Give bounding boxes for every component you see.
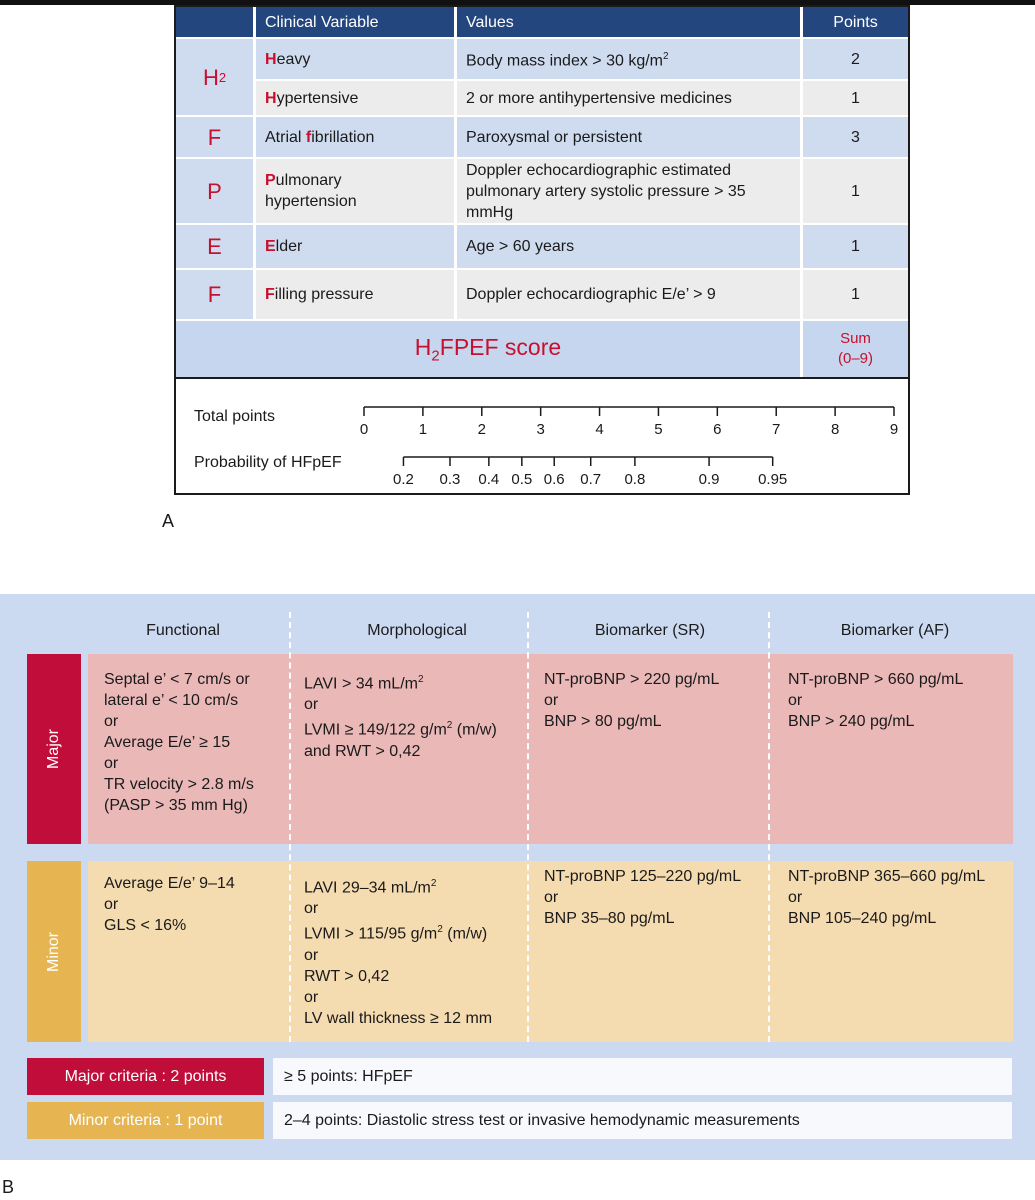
h2fpef-table — [174, 5, 910, 495]
probability-tick-label: 0.5 — [511, 471, 533, 488]
probability-tick-label: 0.8 — [624, 471, 646, 488]
minor-morphological: LAVI 29–34 $mL/m^2$ or LVMI > 115/95 $g/m^2$ (m/w) or RWT > 0,42 or LV wall thickness ≥ 12 mm — [304, 878, 493, 1027]
letter-e: E — [176, 225, 253, 268]
total-points-tick-label: 1 — [418, 421, 428, 438]
major-criteria-legend: Major criteria : 2 points — [27, 1058, 264, 1095]
points-filling: 1 — [803, 270, 908, 319]
probability-tick-label: 0.6 — [543, 471, 565, 488]
total-points-tick-label: 3 — [536, 421, 545, 438]
total-points-tick-label: 2 — [477, 421, 486, 438]
header-clinical-variable: Clinical Variable — [256, 7, 454, 37]
probability-tick-label: 0.3 — [439, 471, 461, 488]
major-biomarker-af: NT-proBNP > 660 pg/mL or BNP > 240 pg/mL — [788, 671, 964, 730]
panel-label-b: B — [2, 1177, 15, 1197]
header-blank-cell — [176, 7, 253, 37]
minor-functional: Average E/e’ 9–14 or GLS < 16% — [104, 875, 235, 934]
column-header-morphological: Morphological — [367, 622, 467, 639]
probability-tick-label: 0.2 — [393, 471, 414, 488]
panel-label-a: A — [162, 511, 175, 531]
letter-f-af: F — [176, 117, 253, 157]
value-pasp: Doppler echocardiographic estimated pulmonary artery systolic pressure > 35 mmHg — [457, 159, 800, 223]
total-points-tick-label: 4 — [595, 421, 604, 438]
points-hypertensive: 1 — [803, 81, 908, 115]
score-title: $H_2FPEF$ score — [414, 333, 562, 365]
letter-f-filling: F — [176, 270, 253, 319]
minor-tab: Minor — [27, 861, 81, 1042]
column-divider — [768, 612, 770, 1042]
minor-criteria-legend: Minor criteria : 1 point — [27, 1102, 264, 1139]
total-points-tick-label: 7 — [772, 421, 781, 438]
letter-p: P — [176, 159, 253, 223]
total-points-label: Total points — [194, 408, 275, 425]
probability-tick-label: 0.4 — [478, 471, 500, 488]
result-hfpef-note: ≥ 5 points: HFpEF — [273, 1058, 1012, 1095]
points-elder: 1 — [803, 225, 908, 268]
score-sum: Sum (0–9) — [837, 330, 874, 367]
major-biomarker-sr: NT-proBNP > 220 pg/mL or BNP > 80 pg/mL — [544, 671, 720, 730]
probability-label: Probability of HFpEF — [194, 454, 342, 471]
variable-filling-pressure: Filling pressure — [256, 270, 454, 319]
points-pulmonary: 1 — [803, 159, 908, 223]
column-divider — [527, 612, 529, 1042]
variable-hypertensive: Hypertensive — [256, 81, 454, 115]
probability-tick-label: 0.95 — [758, 471, 788, 488]
variable-elder: Elder — [256, 225, 454, 268]
nomogram — [176, 379, 908, 493]
column-header-functional: Functional — [146, 622, 220, 639]
points-heavy: 2 — [803, 39, 908, 79]
value-paroxysmal: Paroxysmal or persistent — [457, 117, 800, 157]
column-divider — [289, 612, 291, 1042]
minor-biomarker-af: NT-proBNP 365–660 pg/mL or BNP 105–240 pg/mL — [788, 868, 986, 927]
value-bmi: Body mass index > 30 $kg/m^2$ — [457, 39, 800, 79]
variable-pulmonary-hypertension: Pulmonary hypertension — [256, 159, 454, 223]
probability-tick-label: 0.7 — [580, 471, 602, 488]
minor-biomarker-sr: NT-proBNP 125–220 pg/mL or BNP 35–80 pg/mL — [544, 868, 742, 927]
variable-heavy: Heavy — [256, 39, 454, 79]
total-points-tick-label: 5 — [654, 421, 663, 438]
major-functional: Septal e’ < 7 cm/s or lateral e’ < 10 cm/s or Average E/e’ ≥ 15 or TR velocity > 2.8 m/s (PASP > 35 mm Hg) — [104, 671, 254, 814]
value-antihypertensive: 2 or more antihypertensive medicines — [457, 81, 800, 115]
total-points-tick-label: 0 — [359, 421, 369, 438]
total-points-tick-label: 6 — [713, 421, 722, 438]
total-points-tick-label: 9 — [889, 421, 899, 438]
value-ee-ratio: Doppler echocardiographic E/e’ > 9 — [457, 270, 800, 319]
header-values: Values — [457, 7, 800, 37]
column-header-biomarker-sr: Biomarker (SR) — [594, 622, 706, 639]
probability-tick-label: 0.9 — [698, 471, 720, 488]
total-points-tick-label: 8 — [830, 421, 840, 438]
points-af: 3 — [803, 117, 908, 157]
value-age: Age > 60 years — [457, 225, 800, 268]
header-points: Points — [803, 7, 908, 37]
score-row — [176, 321, 908, 377]
variable-atrial-fibrillation: Atrial fibrillation — [256, 117, 454, 157]
letter-h2: H 2 — [176, 39, 253, 115]
major-tab: Major — [27, 654, 81, 844]
column-header-biomarker-af: Biomarker (AF) — [840, 622, 950, 639]
major-morphological: LAVI > 34 $mL/m^2$ or LVMI ≥ 149/122 $g/m^2$ (m/w) and RWT > 0,42 — [304, 674, 497, 760]
result-stress-test-note: 2–4 points: Diastolic stress test or invasive hemodynamic measurements — [273, 1102, 1012, 1139]
